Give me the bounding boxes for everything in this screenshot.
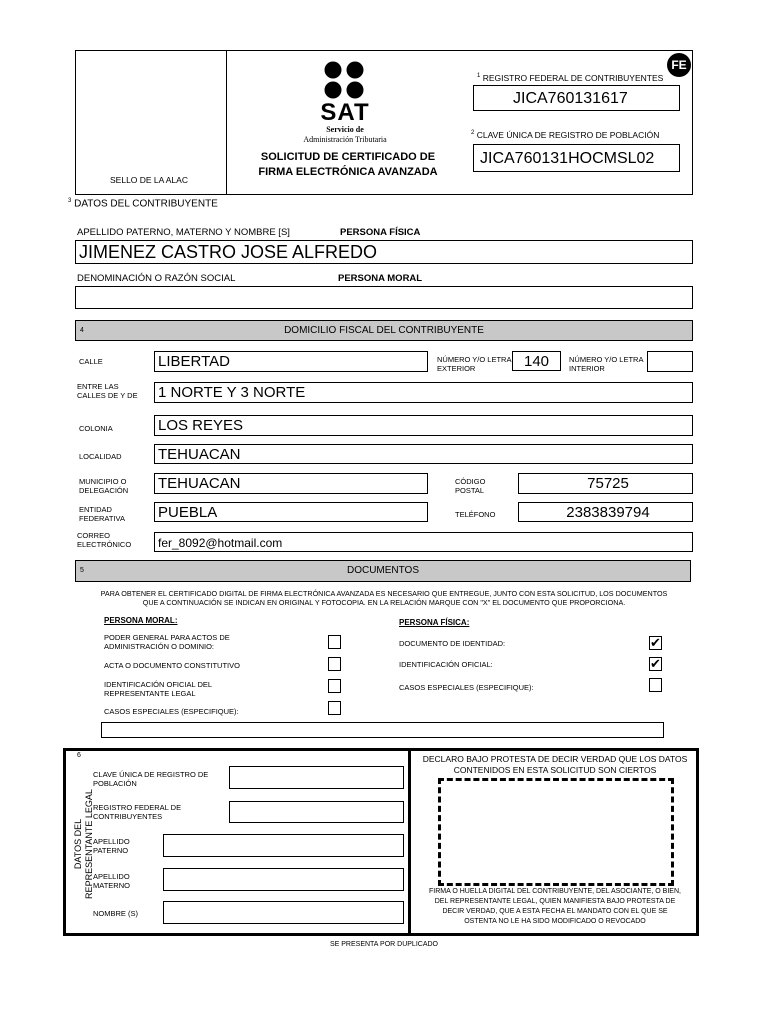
rfc-number: 1 [477,73,481,80]
firma-text-2: DEL REPRESENTANTE LEGAL, QUIEN MANIFIESTA BAJO PROTESTA DE [434,898,676,905]
rfc-label [477,73,663,83]
contribuyente-title-text: DATOS DEL CONTRIBUYENTE [74,198,218,210]
correo-field[interactable] [154,532,693,552]
cp-label: CÓDIGO POSTAL [455,477,486,495]
num-int-label: NÚMERO Y/O LETRA INTERIOR [569,355,644,373]
firma-text-4: OSTENTA NO LE HA SIDO MODIFICADO O REVOCADO [464,918,646,925]
rep-ap-paterno-label-2: PATERNO [93,846,129,855]
representante-number: 6 [77,752,81,759]
documentos-intro-2: QUE A CONTINUACIÓN SE INDICAN EN ORIGINAL Y FOTOCOPIA. EN LA RELACIÓN MARQUE CON "X" EL DOCUMENTO QUE PROPORCIONA. [142,598,626,607]
rep-ap-paterno-field[interactable] [163,834,404,857]
razon-field[interactable] [75,286,693,309]
nombre-value: JIMENEZ CASTRO JOSE ALFREDO [79,242,378,262]
rep-nombre-label: NOMBRE (S) [93,909,138,918]
num-ext-field[interactable] [512,351,561,371]
fisica-checkbox-2[interactable]: ✔ [650,656,661,671]
contribuyente-number: 3 [68,198,72,204]
moral-item-1 [104,633,230,651]
correo-value: fer_8092@hotmail.com [158,536,283,550]
domicilio-title: DOMICILIO FISCAL DEL CONTRIBUYENTE [284,325,484,336]
entidad-value: PUEBLA [158,504,218,521]
localidad-field[interactable] [154,444,693,464]
sat-logo-sub2: Administración Tributaria [303,135,387,144]
rep-nombre-field[interactable] [163,901,404,924]
entre-field[interactable] [154,382,693,403]
documentos-header [75,560,691,582]
razon-label: DENOMINACIÓN O RAZÓN SOCIAL [77,273,236,284]
rep-ap-paterno-label-1: APELLIDO [93,837,130,846]
sat-logo-text: SAT [320,99,370,126]
curp-value: JICA760131HOCMSL02 [480,150,655,167]
side-label-line1: DATOS DEL [73,818,83,870]
cp-field[interactable] [518,473,693,494]
moral-checkbox-2[interactable] [328,657,341,671]
firma-area[interactable] [438,778,674,886]
persona-moral-label: PERSONA MORAL [338,273,423,284]
rep-curp-field[interactable] [229,766,404,789]
representante-divider [408,748,411,936]
curp-label-text: CLAVE ÚNICA DE REGISTRO DE POBLACIÓN [476,130,660,140]
apellido-label: APELLIDO PATERNO, MATERNO Y NOMBRE [S] [77,227,290,238]
curp-field[interactable] [473,144,680,172]
municipio-field[interactable] [154,473,428,494]
rfc-label-text: REGISTRO FEDERAL DE CONTRIBUYENTES [482,73,664,83]
nombre-field[interactable] [75,240,693,264]
fe-badge: FE [667,53,691,77]
form-title-line1: SOLICITUD DE CERTIFICADO DE [260,151,436,163]
sat-logo-sub1: Servicio de [326,125,364,134]
rep-curp-label-2: POBLACIÓN [93,779,137,788]
moral-item-3-line1: IDENTIFICACIÓN OFICIAL DEL [104,680,213,689]
firma-text-1: FIRMA O HUELLA DIGITAL DEL CONTRIBUYENTE, DEL ASOCIANTE, O BIEN, [429,888,681,895]
moral-checkbox-3[interactable] [328,679,341,693]
rep-rfc-label-1: REGISTRO FEDERAL DE [93,803,182,812]
moral-item-2: ACTA O DOCUMENTO CONSTITUTIVO [104,661,240,670]
contribuyente-title [68,198,218,209]
telefono-field[interactable] [518,502,693,522]
especifique-field[interactable] [101,722,664,738]
fisica-item-1: DOCUMENTO DE IDENTIDAD: [399,639,506,648]
moral-item-3-line2: REPRESENTANTE LEGAL [104,689,196,698]
num-int-field[interactable] [647,351,693,372]
domicilio-header [75,320,693,341]
documentos-number: 5 [80,567,84,574]
documentos-intro-1: PARA OBTENER EL CERTIFICADO DIGITAL DE FIRMA ELECTRÓNICA AVANZADA ES NECESARIO QUE ENTREGUE, JUNTO CON ESTA SOLICITUD, LOS DOCUMENTOS [100,589,668,598]
documentos-title: DOCUMENTOS [346,565,420,576]
rep-ap-paterno-label [93,837,130,855]
moral-checkbox-1[interactable] [328,635,341,649]
curp-label [471,130,659,140]
firma-text-3: DECIR VERDAD, QUE A ESTA FECHA EL MANDATO CON EL QUE SE [442,908,668,915]
rep-ap-materno-label [93,872,130,890]
rep-ap-materno-label-2: MATERNO [93,881,130,890]
rep-ap-materno-label-1: APELLIDO [93,872,130,881]
municipio-label: MUNICIPIO O DELEGACIÓN [79,477,129,495]
fisica-checkbox-1[interactable]: ✔ [650,635,661,650]
moral-checkbox-4[interactable] [328,701,341,715]
colonia-field[interactable] [154,415,693,436]
cp-value: 75725 [587,475,629,492]
domicilio-number: 4 [80,327,84,334]
rep-rfc-label [93,803,181,821]
moral-item-1-line1: PODER GENERAL PARA ACTOS DE [104,633,230,642]
colonia-label: COLONIA [79,424,113,433]
curp-number: 2 [471,130,475,137]
colonia-value: LOS REYES [158,417,244,434]
fisica-item-2: IDENTIFICACIÓN OFICIAL: [399,660,493,669]
moral-item-1-line2: ADMINISTRACIÓN O DOMINIO: [104,642,215,651]
moral-item-4: CASOS ESPECIALES (ESPECIFIQUE): [104,707,239,716]
footer-note: SE PRESENTA POR DUPLICADO [329,941,438,948]
persona-fisica-label: PERSONA FÍSICA [340,227,421,238]
telefono-value: 2383839794 [566,504,650,521]
calle-field[interactable] [154,351,428,372]
rep-rfc-field[interactable] [229,801,404,823]
rfc-field[interactable] [473,85,680,111]
sello-label: SELLO DE LA ALAC [110,175,188,185]
municipio-value: TEHUACAN [158,475,241,492]
rep-rfc-label-2: CONTRIBUYENTES [93,812,163,821]
form-title-line2: FIRMA ELECTRÓNICA AVANZADA [258,166,438,178]
entidad-label: ENTIDAD FEDERATIVA [79,505,125,523]
rep-curp-label-1: CLAVE ÚNICA DE REGISTRO DE [93,770,209,779]
localidad-value: TEHUACAN [158,446,241,463]
fisica-item-3: CASOS ESPECIALES (ESPECIFIQUE): [399,683,534,692]
entidad-field[interactable] [154,502,428,522]
telefono-label: TELÉFONO [455,510,496,519]
declaracion-line2: CONTENIDOS EN ESTA SOLICITUD SON CIERTOS [453,765,657,775]
rep-ap-materno-field[interactable] [163,868,404,891]
calle-label: CALLE [79,357,103,366]
calle-value: LIBERTAD [158,353,230,370]
persona-moral-title: PERSONA MORAL: [104,616,178,625]
declaracion-line1: DECLARO BAJO PROTESTA DE DECIR VERDAD QUE LOS DATOS [422,754,688,764]
rep-curp-label [93,770,208,788]
rfc-value: JICA760131617 [513,90,628,107]
persona-fisica-title: PERSONA FÍSICA: [399,618,470,627]
localidad-label: LOCALIDAD [79,452,122,461]
entre-label: ENTRE LAS CALLES DE Y DE [77,382,138,400]
num-ext-value: 140 [524,353,550,370]
correo-label: CORREO ELECTRÓNICO [77,531,132,549]
moral-item-3 [104,680,212,698]
entre-value: 1 NORTE Y 3 NORTE [158,384,306,401]
side-label-line2: REPRESENTANTE LEGAL [84,789,94,899]
fisica-checkbox-3[interactable] [649,678,662,692]
sello-divider [226,50,227,195]
num-ext-label: NÚMERO Y/O LETRA EXTERIOR [437,355,512,373]
